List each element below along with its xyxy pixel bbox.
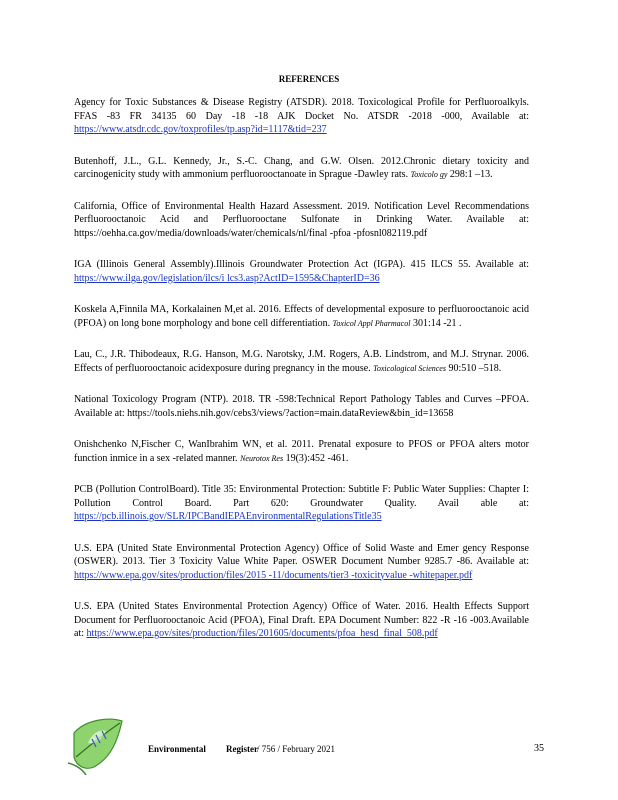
reference-journal: Toxicol Appl Pharmacol xyxy=(332,318,411,328)
page-number: 35 xyxy=(534,743,544,754)
reference-text: Lau, C., J.R. Thibodeaux, R.G. Hanson, M.G. Narotsky, J.M. Rogers, A.B. Lindstrom, and M.J. Strynar. 2006. Effects of perfluorooctanoic acidexposure during pregnancy in the mouse. xyxy=(74,349,529,374)
environmental-register-leaf-logo xyxy=(66,713,128,775)
reference-entry xyxy=(74,303,529,330)
reference-entry xyxy=(74,393,529,420)
footer-issue: / 756 / February 2021 xyxy=(257,744,335,754)
reference-link[interactable]: https://www.epa.gov/sites/production/files/2015 -11/documents/tier3 -toxicityvalue -whitepaper.pdf xyxy=(74,569,473,581)
reference-text: Onishchenko N,Fischer C, WanIbrahim WN, et al. 2011. Prenatal exposure to PFOS or PFOA alters motor function inmice in a sex -related manner. xyxy=(74,439,529,464)
reference-entry xyxy=(74,96,529,137)
footer-journal-word2: Register xyxy=(226,744,258,754)
reference-link[interactable]: https://www.ilga.gov/legislation/ilcs/i lcs3.asp?ActID=1595&ChapterID=36 xyxy=(74,272,380,284)
reference-journal: Toxicological Sciences xyxy=(373,363,446,373)
reference-text: National Toxicology Program (NTP). 2018. TR -598:Technical Report Pathology Tables and Curves –PFOA. Available at: https://tools.niehs.nih.gov/cebs3/views/?action=main.dataReview&bin_id=13658 xyxy=(74,394,529,419)
reference-text: IGA (Illinois General Assembly).Illinois Groundwater Protection Act (IGPA). 415 ILCS 55. Available at: xyxy=(74,259,529,270)
references-heading: REFERENCES xyxy=(278,74,340,84)
footer-journal-word1: Environmental xyxy=(148,744,206,754)
reference-entry xyxy=(74,483,529,524)
reference-entry xyxy=(74,438,529,465)
reference-text: California, Office of Environmental Health Hazard Assessment. 2019. Notification Level Recommendations Perfluorooctanoic Acid and Perfluorooctane Sulfonate in Drinking Water. Available at: https://oehha.ca.gov/media/downloads/water/chemicals/nl/final -pfoa -pfosnl082119.pdf xyxy=(74,200,529,239)
reference-link[interactable]: https://www.epa.gov/sites/production/files/201605/documents/pfoa_hesd_final_508.pdf xyxy=(86,628,438,639)
reference-text: U.S. EPA (United State Environmental Protection Agency) Office of Solid Waste and Emer gency Response (OSWER). 2013. Tier 3 Toxicity Value White Paper. OSWER Document Number 9285.7 -86. Available at: xyxy=(74,542,529,567)
reference-entry xyxy=(74,155,529,182)
reference-text: U.S. EPA (United States Environmental Protection Agency) Office of Water. 2016. Health Effects Support Document for Perfluorooctanoic Acid (PFOA), Final Draft. EPA Document Number: 822 -R -16 -003.Available at: xyxy=(74,601,529,639)
reference-link[interactable]: https://pcb.illinois.gov/SLR/IPCBandIEPAEnvironmentalRegulationsTitle35 xyxy=(74,511,382,522)
reference-text: PCB (Pollution ControlBoard). Title 35: Environmental Protection: Subtitle F: Public Water Supplies: Chapter I: Pollution Control Board. Part 620: Groundwater Quality. Avail able at: xyxy=(74,484,529,509)
reference-link[interactable]: https://www.atsdr.cdc.gov/toxprofiles/tp.asp?id=1117&tid=237 xyxy=(74,124,327,135)
reference-entry xyxy=(74,258,529,285)
reference-text: Butenhoff, J.L., G.L. Kennedy, Jr., S.-C. Chang, and G.W. Olsen. 2012.Chronic dietary toxicity and carcinogenicity study with ammonium perfluorooctanoate in Sprague -Dawley rats. xyxy=(74,155,529,180)
reference-text: Koskela A,Finnila MA, Korkalainen M,et al. 2016. Effects of developmental exposure to perfluorooctanoic acid (PFOA) on long bone morphology and bone cell differentiation. xyxy=(74,304,529,329)
reference-citation: 90:510 –518. xyxy=(445,362,502,374)
reference-text: Agency for Toxic Substances & Disease Registry (ATSDR). 2018. Toxicological Profile for Perfluoroalkyls. FFAS -83 FR 34135 60 Day -18 -18 AJK Docket No. ATSDR -2018 -000, Available at: xyxy=(74,97,529,122)
reference-list xyxy=(74,96,529,659)
reference-entry xyxy=(74,200,529,241)
reference-journal: Toxicolo gy xyxy=(410,170,448,179)
reference-entry xyxy=(74,348,529,375)
reference-citation: 19(3):452 -461. xyxy=(283,452,349,464)
reference-journal: Neurotox Res xyxy=(240,453,284,463)
reference-entry xyxy=(74,542,529,583)
reference-citation: 301:14 -21 . xyxy=(410,317,462,329)
reference-entry xyxy=(74,600,529,641)
reference-citation: 298:1 –13. xyxy=(447,169,493,180)
